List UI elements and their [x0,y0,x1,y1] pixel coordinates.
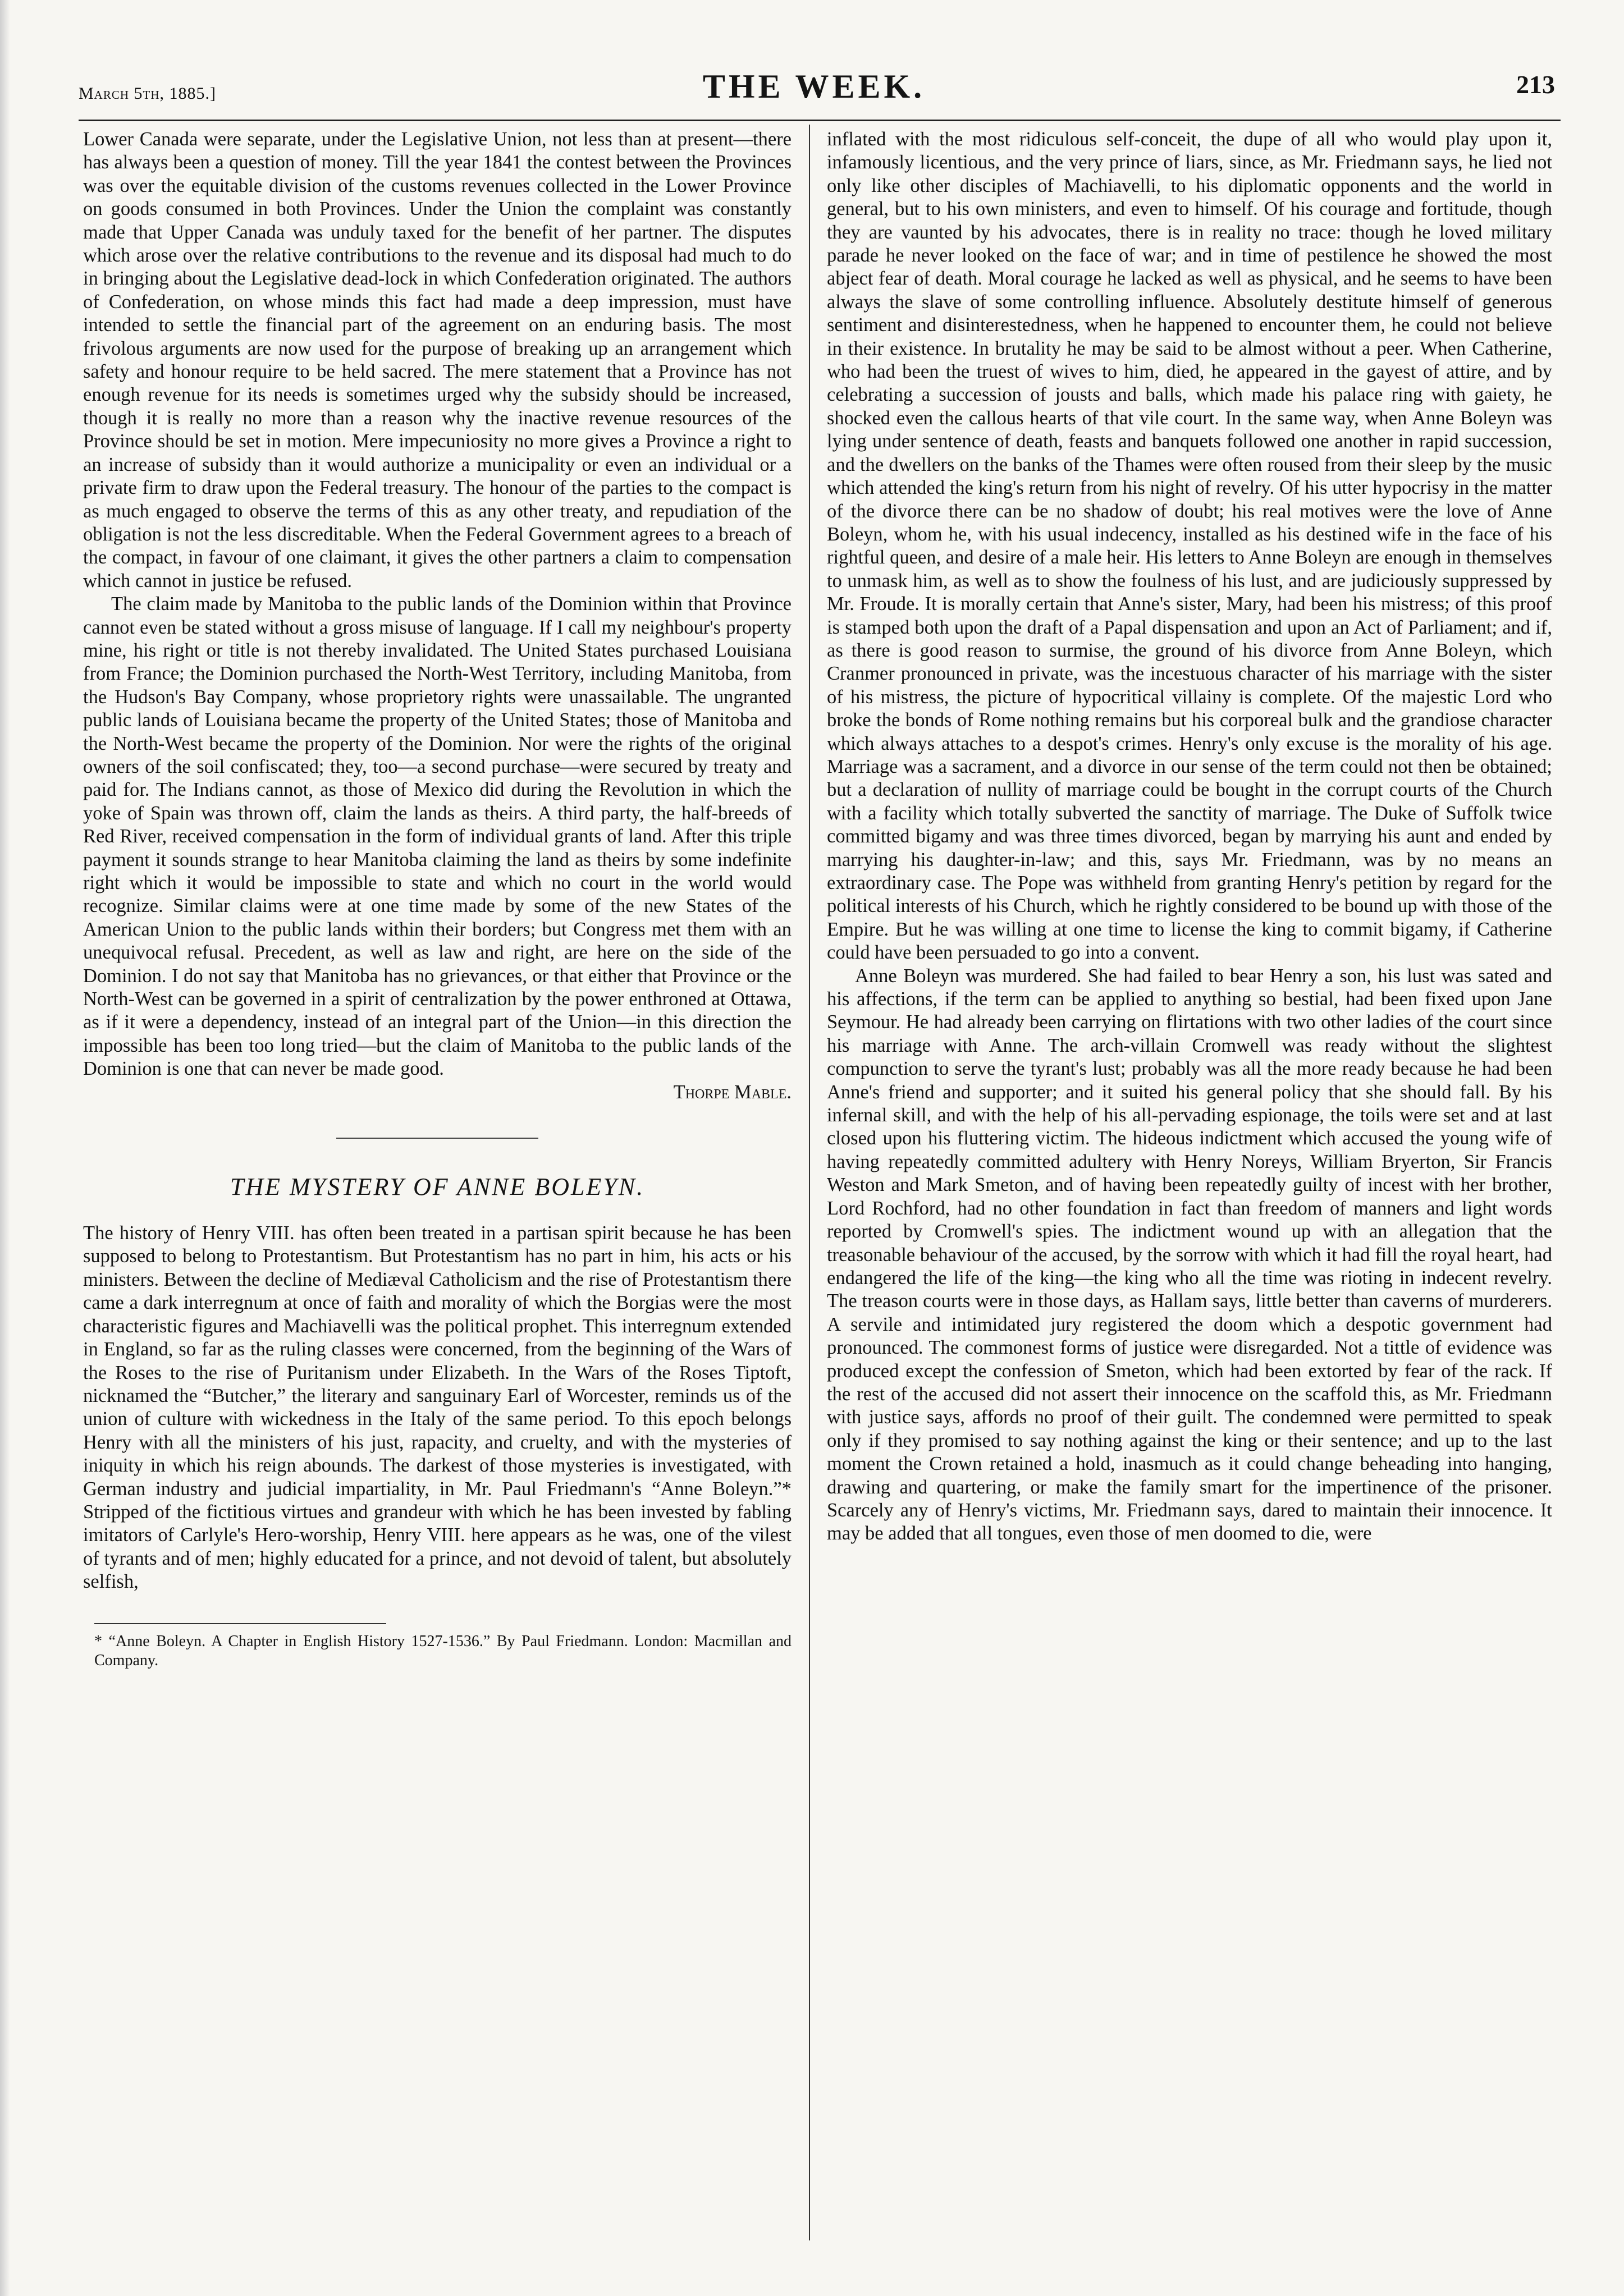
page-header [67,67,1561,118]
journal-title: THE WEEK. [702,68,926,105]
article-paragraph: Lower Canada were separate, under the Legislative Union, not less than at present—there has always been a question of money. Till the year 1841 the contest between the Provinces was over the equitable division of the customs revenues collected in the Lower Province on goods consumed in both Provinces. Under the Union the complaint was constantly made that Upper Canada was unduly taxed for the benefit of her partner. The disputes which arose over the relative contributions to the revenue and its disposal had much to do in bringing about the Legislative dead-lock in which Confederation originated. The authors of Confederation, on whose minds this fact had made a deep impression, must have intended to settle the financial part of the agreement on an enduring basis. The most frivolous arguments are now used for the purpose of breaking up an arrangement which safety and honour require to be held sacred. The mere statement that a Province has not enough revenue for its needs is sometimes urged why the subsidy should be increased, though it is really no more than a reason why the inactive revenue resources of the Province should be set in motion. Mere impecuniosity no more gives a Province a right to an increase of subsidy than it would authorize a municipality or even an individual or a private firm to draw upon the Federal treasury. The honour of the parties to the compact is as much engaged to observe the terms of this as any other treaty, and repudiation of the obligation is not the less discreditable. When the Federal Government agrees to a breach of the compact, in favour of one claimant, it gives the other partners a claim to compensation which cannot in justice be refused. [83,129,792,592]
article-title: THE MYSTERY OF ANNE BOLEYN. [230,1173,645,1201]
article-paragraph: The claim made by Manitoba to the public lands of the Dominion within that Province cannot even be stated without a gross misuse of language. If I call my neighbour's property mine, his right or title is not thereby invalidated. The United States purchased Louisiana from France; the Dominion purchased the North-West Territory, including Manitoba, from the Hudson's Bay Company, whose proprietory rights were unassailable. The ungranted public lands of Louisiana became the property of the United States; those of Manitoba and the North-West became the property of the Dominion. Nor were the rights of the original owners of the soil confiscated; they, too—a second purchase—were secured by treaty and paid for. The Indians cannot, as those of Mexico did during the Revolution in which the yoke of Spain was thrown off, claim the lands as theirs. A third party, the half-breeds of Red River, received compensation in the form of individual grants of land. After this triple payment it sounds strange to hear Manitoba claiming the land as theirs by some indefinite right which it would be impossible to state and which no court in the world would recognize. Similar claims were at one time made by some of the new States of the American Union to the public lands within their borders; but Congress met them with an unequivocal refusal. Precedent, as well as law and right, are here on the side of the Dominion. I do not say that Manitoba has no grievances, or that either that Province or the North-West can be governed in a spirit of centralization by the power enthroned at Ottawa, as if it were a dependency, instead of an integral part of the Union—in this direction the impossible has been too long tried—but the claim of Manitoba to the public lands of the Dominion is one that can never be made good. [83,593,792,1080]
article-paragraph: The history of Henry VIII. has often been treated in a partisan spirit because he has been supposed to belong to Protestantism. But Protestantism has no part in him, his acts or his ministers. Between the decline of Mediæval Catholicism and the rise of Protestantism there came a dark interregnum at once of faith and morality of which the Borgias were the most characteristic figures and Machiavelli was the political prophet. This interregnum extended in England, so far as the ruling classes were concerned, from the beginning of the Wars of the Roses to the rise of Puritanism under Elizabeth. In the Wars of the Roses Tiptoft, nicknamed the “Butcher,” the literary and sanguinary Earl of Worcester, reminds us of the union of culture with wickedness in the Italy of the same period. To this epoch belongs Henry with all the ministers of his just, rapacity, and cruelty, and with the mysteries of iniquity in which his reign abounds. The darkest of those mysteries is investigated, with German industry and judicial impartiality, in Mr. Paul Friedmann's “Anne Boleyn.”* Stripped of the fictitious virtues and grandeur with which he has been invested by fabling imitators of Carlyle's Hero-worship, Henry VIII. here appears as he was, one of the vilest of tyrants and of men; highly educated for a prince, and not devoid of talent, but absolutely selfish, [83,1222,792,1593]
footnote: * “Anne Boleyn. A Chapter in English History 1527-1536.” By Paul Friedmann. London: Macmillan and Company. [94,1632,792,1669]
article-paragraph: inflated with the most ridiculous self-conceit, the dupe of all who would play upon it, infamously licentious, and the very prince of liars, since, as Mr. Friedmann says, he lied not only like other disciples of Machiavelli, to his diplomatic opponents and the world in general, but to his own ministers, and even to himself. Of his courage and fortitude, though they are vaunted by his advocates, there is in reality no trace: though he loved military parade he never looked on the face of war; and in time of pestilence he showed the most abject fear of death. Moral courage he lacked as well as physical, and he seems to have been always the slave of some controlling influence. Absolutely destitute himself of generous sentiment and disinterestedness, when he happened to encounter them, he could not believe in their existence. In brutality he may be said to be almost without a peer. When Catherine, who had been the truest of wives to him, died, he appeared in the gayest of attire, and by celebrating a succession of jousts and balls, which made his palace ring with gaiety, he shocked even the callous hearts of that vile court. In the same way, when Anne Boleyn was lying under sentence of death, feasts and banquets followed one another in rapid succession, and the dwellers on the banks of the Thames were often roused from their sleep by the music which attended the king's return from his night of revelry. Of his utter hypocrisy in the matter of the divorce there can be no shadow of doubt; his real motives were the love of Anne Boleyn, whom he, with his usual indecency, installed as his destined wife in the face of his rightful queen, and desire of a male heir. His letters to Anne Boleyn are enough in themselves to unmask him, as well as to show the foulness of his lust, and are judiciously suppressed by Mr. Froude. It is morally certain that Anne's sister, Mary, had been his mistress; of this proof is stamped both upon the draft of a Papal dispensation and upon an Act of Parliament; and if, as there is good reason to surmise, the ground of his divorce from Anne Boleyn, which Cranmer pronounced in private, was the incestuous character of his marriage with the sister of his mistress, the picture of hypocritical villainy is complete. Of the majestic Lord who broke the bonds of Rome nothing remains but his corporeal bulk and the grandiose character which always attaches to a despot's crimes. Henry's only excuse is the morality of his age. Marriage was a sacrament, and a divorce in our sense of the term could not then be obtained; but a declaration of nullity of marriage could be bought in the corrupt courts of the Church with a facility which totally subverted the sanctity of marriage. The Duke of Suffolk twice committed bigamy and was three times divorced, began by marrying his aunt and ended by marrying his daughter-in-law; and this, says Mr. Friedmann, was by no means an extraordinary case. The Pope was withheld from granting Henry's petition by regard for the political interests of his Church, which he rightly considered to be bound up with those of the Empire. But he was willing at one time to license the king to commit bigamy, if Catherine could have been persuaded to go into a convent. [827,129,1552,964]
left-column [83,128,792,1670]
header-rule [79,120,1561,121]
page-number: 213 [1516,70,1555,99]
page-binding-edge [0,0,10,2296]
right-column [827,128,1552,1546]
issue-date: March 5th, 1885.] [79,84,217,103]
footnote-rule [94,1623,386,1624]
article-paragraph: Anne Boleyn was murdered. She had failed to bear Henry a son, his lust was sated and his affections, if the term can be applied to anything so bestial, had been fixed upon Jane Seymour. He had already been carrying on flirtations with two other ladies of the court since his marriage with Anne. The arch-villain Cromwell was ready without the slightest compunction to serve the tyrant's lust; probably was all the more ready because he had been Anne's friend and supporter; and it suited his general policy that she should fall. By his infernal skill, and with the help of his all-pervading espionage, the toils were set and at last closed upon his fluttering victim. The hideous indictment which accused the young wife of having repeatedly committed adultery with Henry Noreys, William Bryerton, Sir Francis Weston and Mark Smeton, and of having been repeatedly guilty of incest with her brother, Lord Rochford, had no other foundation in fact than freedom of manners and light words reported by Cromwell's spies. The indictment wound up with an allegation that the treasonable behaviour of the accused, by the sorrow with which it had fill the royal heart, had endangered the life of the king—the king who all the time was rioting in indecent revelry. The treason courts were in those days, as Hallam says, little better than caverns of murderers. A servile and intimidated jury registered the doom which a despotic government had pronounced. The commonest forms of justice were disregarded. Not a tittle of evidence was produced except the confession of Smeton, which had been extorted by fear of the rack. If the rest of the accused did not assert their innocence on the scaffold this, as Mr. Friedmann with justice says, affords no proof of their guilt. The condemned were permitted to speak only if they promised to say nothing against the king or their sentence; and up to the last moment the Crown retained a hold, inasmuch as it could change beheading into hanging, drawing and quartering, or make the family smart for the impertinence of the prisoner. Scarcely any of Henry's victims, Mr. Friedmann says, dared to maintain their innocence. It may be added that all tongues, even those of men doomed to die, were [827,965,1552,1545]
author-signature: Thorpe Mable. [673,1081,792,1103]
section-separator [336,1138,538,1139]
column-divider [809,125,810,2240]
